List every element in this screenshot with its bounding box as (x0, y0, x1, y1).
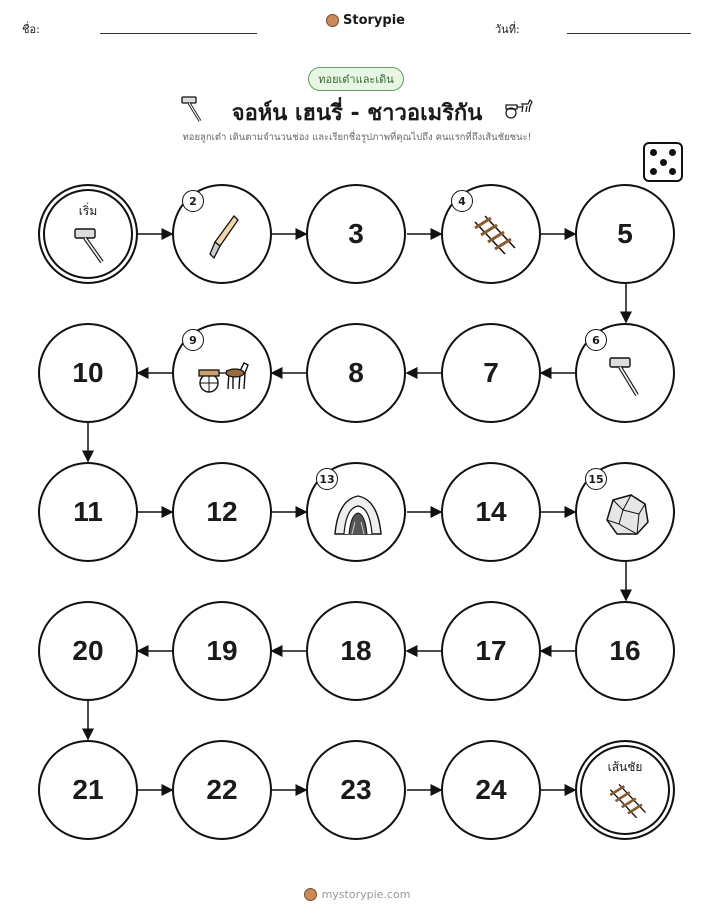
space-14: 14 (441, 462, 541, 562)
space-5: 5 (575, 184, 675, 284)
date-label: วันที่: (495, 23, 520, 36)
start-space (38, 184, 138, 284)
space-number: 15 (585, 468, 607, 490)
space-12: 12 (172, 462, 272, 562)
space-2 (172, 184, 272, 284)
space-number: 13 (316, 468, 338, 490)
space-11: 11 (38, 462, 138, 562)
space-8: 8 (306, 323, 406, 423)
finish-label: เส้นชัย (607, 760, 643, 774)
instructions: ทอยลูกเต๋า เดินตามจำนวนช่อง และเรียกชื่อรูปภาพที่คุณไปถึง คนแรกที่ถึงเส้นชัยชนะ! (182, 132, 532, 143)
railroad-track-icon (605, 782, 649, 822)
space-20: 20 (38, 601, 138, 701)
space-16: 16 (575, 601, 675, 701)
space-10: 10 (38, 323, 138, 423)
space-number: 2 (182, 190, 204, 212)
space-9 (172, 323, 272, 423)
chisel-icon (204, 214, 244, 262)
space-7: 7 (441, 323, 541, 423)
hammer-icon (607, 355, 647, 399)
space-17: 17 (441, 601, 541, 701)
space-24: 24 (441, 740, 541, 840)
railroad-track-icon (469, 214, 519, 258)
space-15 (575, 462, 675, 562)
bear-icon (304, 888, 317, 901)
space-23: 23 (306, 740, 406, 840)
footer (0, 888, 714, 901)
space-number: 9 (182, 329, 204, 351)
name-label: ชื่อ: (22, 23, 40, 36)
space-6 (575, 323, 675, 423)
page-title: จอห์น เฮนรี่ - ชาวอเมริกัน (231, 101, 483, 126)
space-3: 3 (306, 184, 406, 284)
footer-url: mystorypie.com (321, 888, 411, 901)
brand-name: Storypie (343, 13, 405, 28)
tunnel-icon (332, 492, 384, 536)
space-18: 18 (306, 601, 406, 701)
horse-cart-icon (196, 359, 254, 395)
space-4 (441, 184, 541, 284)
space-22: 22 (172, 740, 272, 840)
rock-icon (603, 492, 651, 538)
start-label: เริ่ม (78, 204, 98, 218)
space-13 (306, 462, 406, 562)
space-number: 6 (585, 329, 607, 351)
activity-badge: ทอยเต๋าและเดิน (308, 67, 404, 91)
space-number: 4 (451, 190, 473, 212)
space-19: 19 (172, 601, 272, 701)
space-21: 21 (38, 740, 138, 840)
hammer-icon (72, 226, 110, 266)
finish-space (575, 740, 675, 840)
